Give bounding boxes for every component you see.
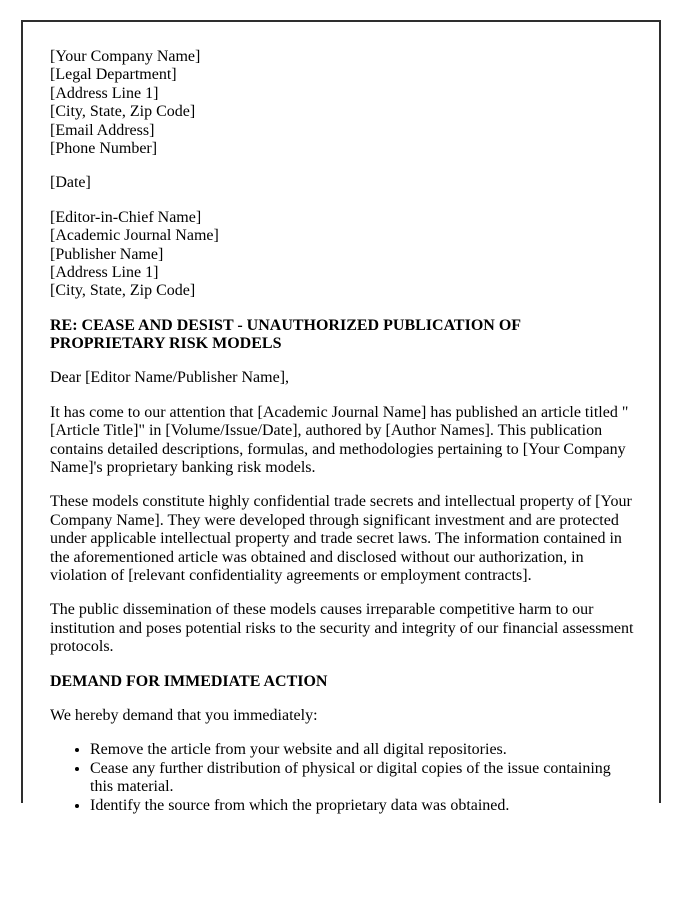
body-paragraph-1: It has come to our attention that [Academic Journal Name] has published an article titled " [Article Title]" in [Volume/Issue/Date], authored by [Author Names]. This publication contains detailed descriptions, formulas, and methodologies pertaining to [Your Company Name]'s proprietary banking risk models. (50, 403, 629, 477)
sender-company-line: [Your Company Name] (50, 48, 201, 65)
recipient-address-block (50, 209, 634, 301)
demand-intro: We hereby demand that you immediately: (50, 706, 318, 724)
body-paragraph-2: These models constitute highly confidential trade secrets and intellectual property of [Your Company Name]. They were developed through significant investment and are protected under applicable intellectual property and trade secret laws. The information contained in the aforementioned article was obtained and disclosed without our authorization, in violation of [relevant confidentiality agreements or employment contracts]. (50, 493, 632, 584)
demand-item: • Remove the article from your website and all digital repositories. (90, 741, 634, 759)
demand-item: • Identify the source from which the proprietary data was obtained. (90, 797, 634, 815)
sender-address-block (50, 48, 634, 158)
sender-city-line: [City, State, Zip Code] (50, 103, 196, 121)
body-paragraph-3: The public dissemination of these models causes irreparable competitive harm to our institution and poses potential risks to the security and integrity of our financial assessment protocols. (50, 601, 634, 656)
recipient-address-line: [Address Line 1] (50, 263, 159, 281)
date-block (50, 174, 634, 192)
salutation: Dear [Editor Name/Publisher Name], (50, 369, 290, 387)
sender-address-line: [Address Line 1] (50, 84, 159, 102)
sender-email-line: [Email Address] (50, 121, 155, 139)
demand-list (50, 741, 634, 815)
demand-item: • Cease any further distribution of physical or digital copies of the issue containing this material. (90, 760, 634, 797)
sender-phone-line: [Phone Number] (50, 139, 158, 157)
recipient-city-line: [City, State, Zip Code] (50, 282, 196, 300)
sender-department-line: [Legal Department] (50, 66, 177, 84)
recipient-journal-line: [Academic Journal Name] (50, 227, 219, 245)
subject-line: RE: CEASE AND DESIST - UNAUTHORIZED PUBLICATION OF PROPRIETARY RISK MODELS (50, 316, 521, 353)
recipient-editor-line: [Editor-in-Chief Name] (50, 208, 202, 226)
recipient-publisher-line: [Publisher Name] (50, 245, 164, 263)
letter-page (21, 20, 661, 814)
demand-heading: DEMAND FOR IMMEDIATE ACTION (50, 672, 328, 690)
date-line: [Date] (50, 174, 91, 192)
